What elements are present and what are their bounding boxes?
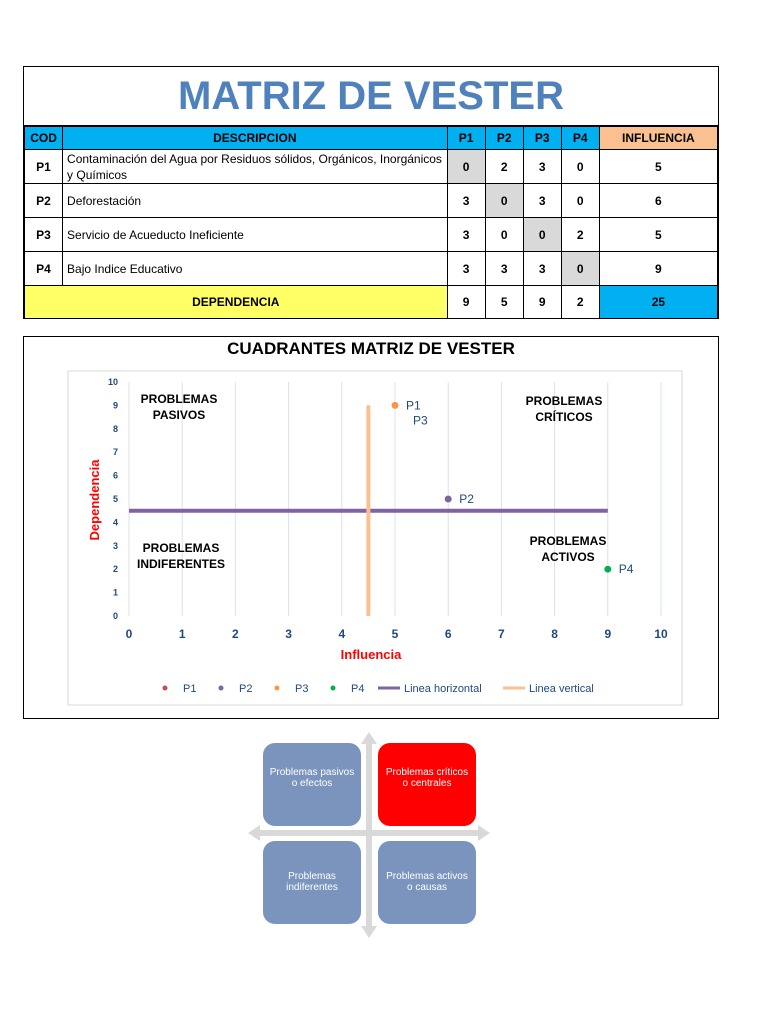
row-description: Bajo Indice Educativo [63, 252, 448, 286]
x-tick-label: 2 [232, 627, 239, 641]
row-value: 3 [447, 218, 485, 252]
y-tick-label: 0 [112, 611, 118, 621]
y-tick-label: 7 [112, 447, 118, 458]
matrix-table [24, 126, 718, 319]
y-tick-label: 4 [112, 517, 118, 528]
x-tick-label: 9 [604, 627, 612, 641]
quadrant-box-criticos: Problemas críticos o centrales [378, 743, 476, 826]
table-row [25, 184, 718, 218]
row-value: 3 [447, 252, 485, 286]
dependence-value: 9 [523, 286, 561, 319]
data-point [604, 565, 612, 573]
quadrant-label: PROBLEMAS [529, 534, 607, 548]
row-cod: P4 [25, 252, 63, 286]
row-value: 0 [485, 184, 523, 218]
dependence-value: 9 [447, 286, 485, 319]
data-label: P4 [618, 562, 634, 577]
x-tick-label: 5 [391, 627, 399, 641]
table-header-row [25, 127, 718, 150]
row-cod: P1 [25, 150, 63, 184]
arrow-up-icon [361, 732, 377, 744]
dependence-value: 2 [561, 286, 599, 319]
vester-matrix [23, 66, 719, 319]
arrow-right-icon [478, 825, 490, 841]
quadrant-box-indiferentes: Problemas indiferentes [263, 841, 361, 924]
total-value: 25 [599, 286, 717, 319]
row-description: Contaminación del Agua por Residuos sólidos, Orgánicos, Inorgánicos y Químicos [63, 150, 448, 184]
header-p4: P4 [561, 127, 599, 150]
header-influencia: INFLUENCIA [599, 127, 717, 150]
arrow-down-icon [361, 926, 377, 938]
data-label: P1 [406, 398, 421, 413]
x-tick-label: 1 [178, 627, 186, 641]
x-tick-label: 3 [285, 627, 292, 641]
quadrant-box-activos: Problemas activos o causas [378, 841, 476, 924]
data-point [444, 495, 452, 503]
row-description: Deforestación [63, 184, 448, 218]
quadrant-label: CRÍTICOS [535, 410, 593, 424]
legend-label: P4 [351, 683, 365, 695]
legend-label: P2 [239, 683, 253, 695]
quadrant-label: PROBLEMAS [525, 394, 603, 408]
table-row [25, 150, 718, 184]
dependence-label: DEPENDENCIA [25, 286, 448, 319]
table-row [25, 218, 718, 252]
row-influence: 5 [599, 150, 717, 184]
chart-title: CUADRANTES MATRIZ DE VESTER [227, 339, 515, 358]
row-influence: 6 [599, 184, 717, 218]
y-tick-label: 10 [107, 377, 118, 387]
row-cod: P2 [25, 184, 63, 218]
table-row [25, 252, 718, 286]
quadrant-chart [23, 336, 719, 719]
row-value: 3 [523, 184, 561, 218]
row-description: Servicio de Acueducto Ineficiente [63, 218, 448, 252]
row-value: 3 [523, 150, 561, 184]
quadrant-label: INDIFERENTES [136, 557, 226, 571]
row-value: 3 [485, 252, 523, 286]
row-value: 2 [561, 218, 599, 252]
x-tick-label: 7 [498, 627, 505, 641]
x-tick-label: 8 [551, 627, 558, 641]
quadrant-diagram [244, 730, 494, 940]
header-p1: P1 [447, 127, 485, 150]
legend-label: Linea vertical [529, 683, 594, 695]
legend-marker [163, 686, 168, 691]
row-value: 3 [447, 184, 485, 218]
legend-label: Linea horizontal [404, 683, 482, 695]
y-tick-label: 6 [112, 470, 118, 481]
y-tick-label: 8 [112, 423, 118, 434]
row-cod: P3 [25, 218, 63, 252]
row-value: 3 [523, 252, 561, 286]
y-tick-label: 2 [112, 564, 118, 575]
data-label: P3 [413, 413, 428, 428]
row-value: 0 [447, 150, 485, 184]
legend-marker [275, 686, 280, 691]
row-value: 0 [561, 252, 599, 286]
x-tick-label: 10 [654, 627, 668, 641]
row-value: 0 [523, 218, 561, 252]
legend-marker [331, 686, 336, 691]
legend-label: P3 [295, 683, 309, 695]
y-tick-label: 5 [112, 494, 118, 504]
row-value: 2 [485, 150, 523, 184]
arrow-left-icon [248, 825, 260, 841]
row-value: 0 [561, 184, 599, 218]
legend-label: P1 [183, 683, 197, 695]
row-influence: 9 [599, 252, 717, 286]
chart-svg [24, 337, 718, 718]
y-tick-label: 1 [112, 587, 118, 598]
header-cod: COD [25, 127, 63, 150]
matrix-title: MATRIZ DE VESTER [24, 67, 718, 126]
row-influence: 5 [599, 218, 717, 252]
y-tick-label: 3 [112, 540, 118, 551]
row-value: 0 [485, 218, 523, 252]
data-point [391, 401, 399, 409]
x-axis-label: Influencia [340, 647, 402, 662]
legend-marker [219, 686, 224, 691]
quadrant-box-pasivos: Problemas pasivos o efectos [263, 743, 361, 826]
dependence-row [25, 286, 718, 319]
header-p3: P3 [523, 127, 561, 150]
header-descripcion: DESCRIPCION [63, 127, 448, 150]
x-tick-label: 6 [444, 627, 452, 641]
y-axis-label: Dependencia [87, 459, 102, 541]
header-p2: P2 [485, 127, 523, 150]
quadrant-label: PASIVOS [152, 408, 206, 422]
y-tick-label: 9 [112, 400, 118, 411]
x-tick-label: 0 [125, 627, 133, 641]
quadrant-label: PROBLEMAS [140, 392, 218, 406]
x-tick-label: 4 [338, 627, 346, 641]
quadrant-label: PROBLEMAS [142, 541, 220, 555]
dependence-value: 5 [485, 286, 523, 319]
quadrant-label: ACTIVOS [541, 550, 595, 564]
data-label: P2 [459, 492, 474, 506]
row-value: 0 [561, 150, 599, 184]
